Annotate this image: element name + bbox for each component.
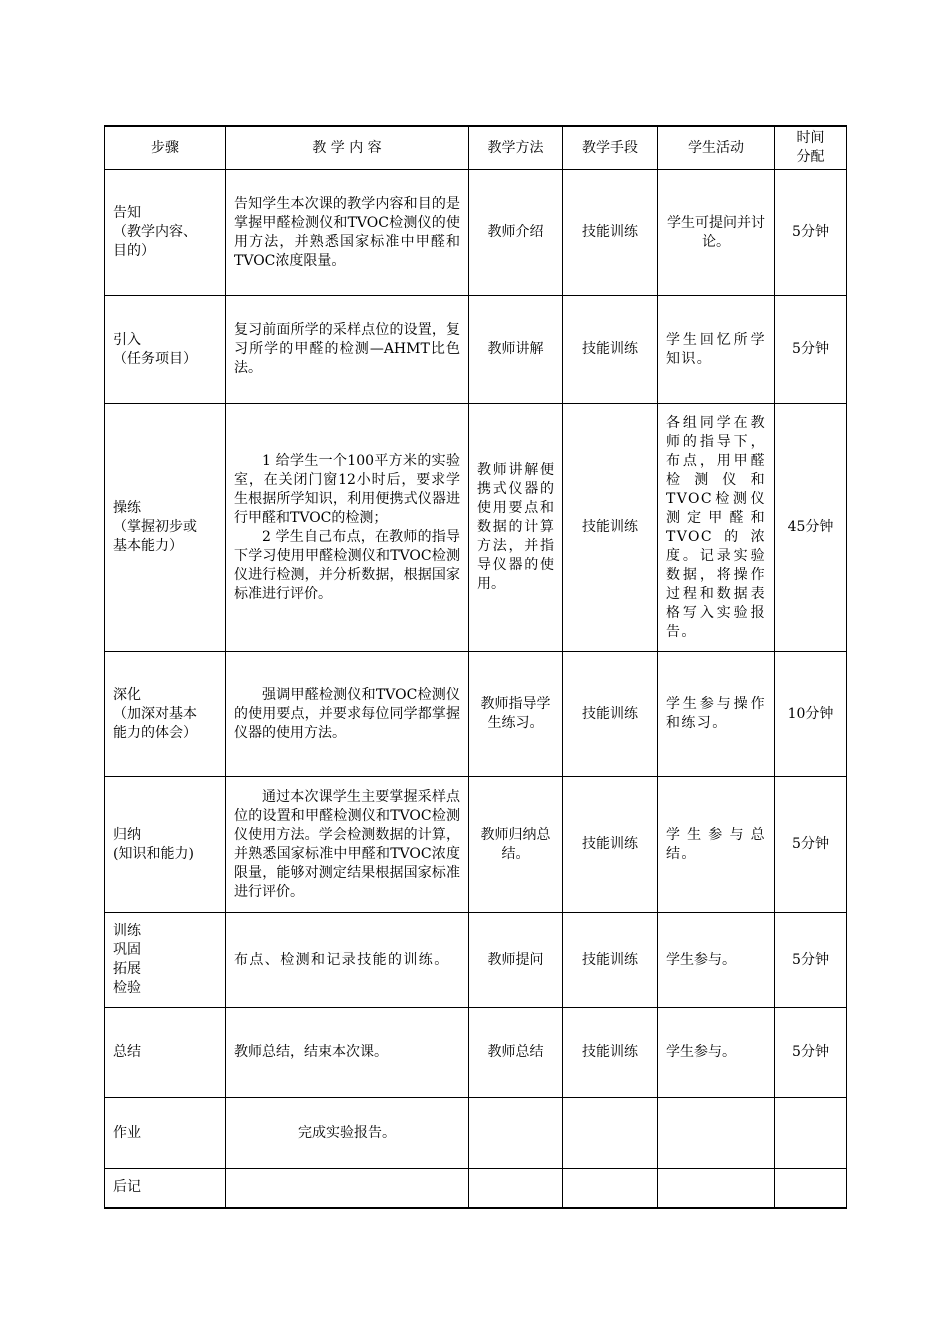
content-cell [226, 652, 469, 777]
content-cell: 教师总结，结束本次课。 [226, 1008, 469, 1098]
header-activity: 学生活动 [658, 126, 775, 170]
step-line: 引入 [113, 331, 141, 348]
step-line: （任务项目） [113, 350, 197, 367]
time-cell: 5分钟 [775, 1008, 847, 1098]
table-row [105, 913, 847, 1008]
step-line: 归纳 [113, 826, 141, 843]
header-row [105, 126, 847, 170]
content-cell [226, 777, 469, 913]
header-time-line2: 分配 [796, 149, 825, 165]
step-line: 目的） [113, 243, 155, 259]
time-cell: 5分钟 [775, 913, 847, 1008]
content-paragraph: 强调甲醛检测仪和TVOC检测仪的使用要点，并要求每位同学都掌握仪器的使用方法。 [234, 686, 460, 741]
means-cell: 技能训练 [563, 1008, 658, 1098]
step-line: 后记 [113, 1179, 141, 1196]
step-cell [105, 1098, 226, 1169]
method-cell: 教师指导学生练习。 [469, 652, 563, 777]
method-cell [469, 1098, 563, 1169]
content-cell: 布点、检测和记录技能的训练。 [226, 913, 469, 1008]
means-cell: 技能训练 [563, 404, 658, 652]
time-cell: 5分钟 [775, 170, 847, 296]
time-cell: 5分钟 [775, 777, 847, 913]
lesson-plan-table [104, 125, 847, 1209]
activity-cell: 学生参与总结。 [658, 777, 775, 913]
content-paragraph: 通过本次课学生主要掌握采样点位的设置和甲醛检测仪和TVOC检测仪使用方法。学会检测数据的计算，并熟悉国家标准中甲醛和TVOC浓度限量，能够对测定结果根据国家标准进行评价。 [234, 788, 460, 900]
step-cell [105, 1008, 226, 1098]
step-line: (知识和能力) [113, 845, 194, 862]
activity-cell: 各组同学在教师的指导下，布点，用甲醛检测仪和TVOC检测仪测定甲醛和TVOC的浓度。记录实验数据，将操作过程和数据表格写入实验报告。 [658, 404, 775, 652]
header-means: 教学手段 [563, 126, 658, 170]
header-step: 步骤 [105, 126, 226, 170]
header-content: 教 学 内 容 [226, 126, 469, 170]
step-cell [105, 913, 226, 1008]
method-cell: 教师总结 [469, 1008, 563, 1098]
table-row [105, 1098, 847, 1169]
time-cell [775, 1169, 847, 1208]
content-cell: 完成实验报告。 [226, 1098, 469, 1169]
step-cell [105, 296, 226, 404]
method-cell: 教师讲解便携式仪器的使用要点和数据的计算方法，并指导仪器的使用。 [469, 404, 563, 652]
step-line: （加深对基本 [113, 705, 197, 722]
step-line: 基本能力） [113, 538, 183, 554]
content-cell: 复习前面所学的采样点位的设置，复习所学的甲醛的检测—AHMT比色法。 [226, 296, 469, 404]
table-row [105, 1008, 847, 1098]
activity-cell: 学生回忆所学知识。 [658, 296, 775, 404]
content-cell: 告知学生本次课的教学内容和目的是掌握甲醛检测仪和TVOC检测仪的使用方法，并熟悉国家标准中甲醛和TVOC浓度限量。 [226, 170, 469, 296]
method-cell: 教师提问 [469, 913, 563, 1008]
activity-cell [658, 1098, 775, 1169]
method-cell: 教师讲解 [469, 296, 563, 404]
step-line: 拓展 [113, 961, 141, 977]
step-line: 总结 [113, 1044, 141, 1060]
table-row [105, 296, 847, 404]
header-method: 教学方法 [469, 126, 563, 170]
step-line: 深化 [113, 686, 141, 703]
table-row [105, 404, 847, 652]
time-cell: 10分钟 [775, 652, 847, 777]
method-cell [469, 1169, 563, 1208]
step-line: 训练 [113, 923, 141, 939]
means-cell: 技能训练 [563, 913, 658, 1008]
step-cell [105, 404, 226, 652]
method-cell: 教师介绍 [469, 170, 563, 296]
means-cell [563, 1169, 658, 1208]
means-cell [563, 1098, 658, 1169]
content-paragraph: 1 给学生一个100平方米的实验室，在关闭门窗12小时后，要求学生根据所学知识，利用便携式仪器进行甲醛和TVOC的检测； [234, 452, 460, 526]
header-time [775, 126, 847, 170]
activity-cell: 学生可提问并讨论。 [658, 170, 775, 296]
means-cell: 技能训练 [563, 170, 658, 296]
table-row [105, 1169, 847, 1208]
table-row [105, 170, 847, 296]
step-line: （教学内容、 [113, 224, 197, 240]
time-cell [775, 1098, 847, 1169]
step-line: 能力的体会） [113, 724, 197, 741]
header-time-line1: 时间 [796, 130, 825, 146]
step-cell [105, 777, 226, 913]
step-line: 巩固 [113, 942, 141, 958]
step-line: 告知 [113, 205, 141, 221]
means-cell: 技能训练 [563, 296, 658, 404]
step-line: 作业 [113, 1124, 141, 1141]
activity-cell: 学生参与。 [658, 913, 775, 1008]
time-cell: 5分钟 [775, 296, 847, 404]
step-line: 检验 [113, 980, 141, 996]
content-cell [226, 404, 469, 652]
table-row [105, 777, 847, 913]
activity-cell [658, 1169, 775, 1208]
time-cell: 45分钟 [775, 404, 847, 652]
activity-cell: 学生参与。 [658, 1008, 775, 1098]
step-line: 操练 [113, 500, 141, 516]
step-cell [105, 1169, 226, 1208]
step-cell [105, 652, 226, 777]
means-cell: 技能训练 [563, 652, 658, 777]
means-cell: 技能训练 [563, 777, 658, 913]
table-row [105, 652, 847, 777]
step-line: （掌握初步或 [113, 519, 197, 535]
step-cell [105, 170, 226, 296]
method-cell: 教师归纳总结。 [469, 777, 563, 913]
content-paragraph: 2 学生自己布点，在教师的指导下学习使用甲醛检测仪和TVOC检测仪进行检测，并分析数据，根据国家标准进行评价。 [234, 528, 460, 602]
activity-cell: 学生参与操作和练习。 [658, 652, 775, 777]
content-cell [226, 1169, 469, 1208]
